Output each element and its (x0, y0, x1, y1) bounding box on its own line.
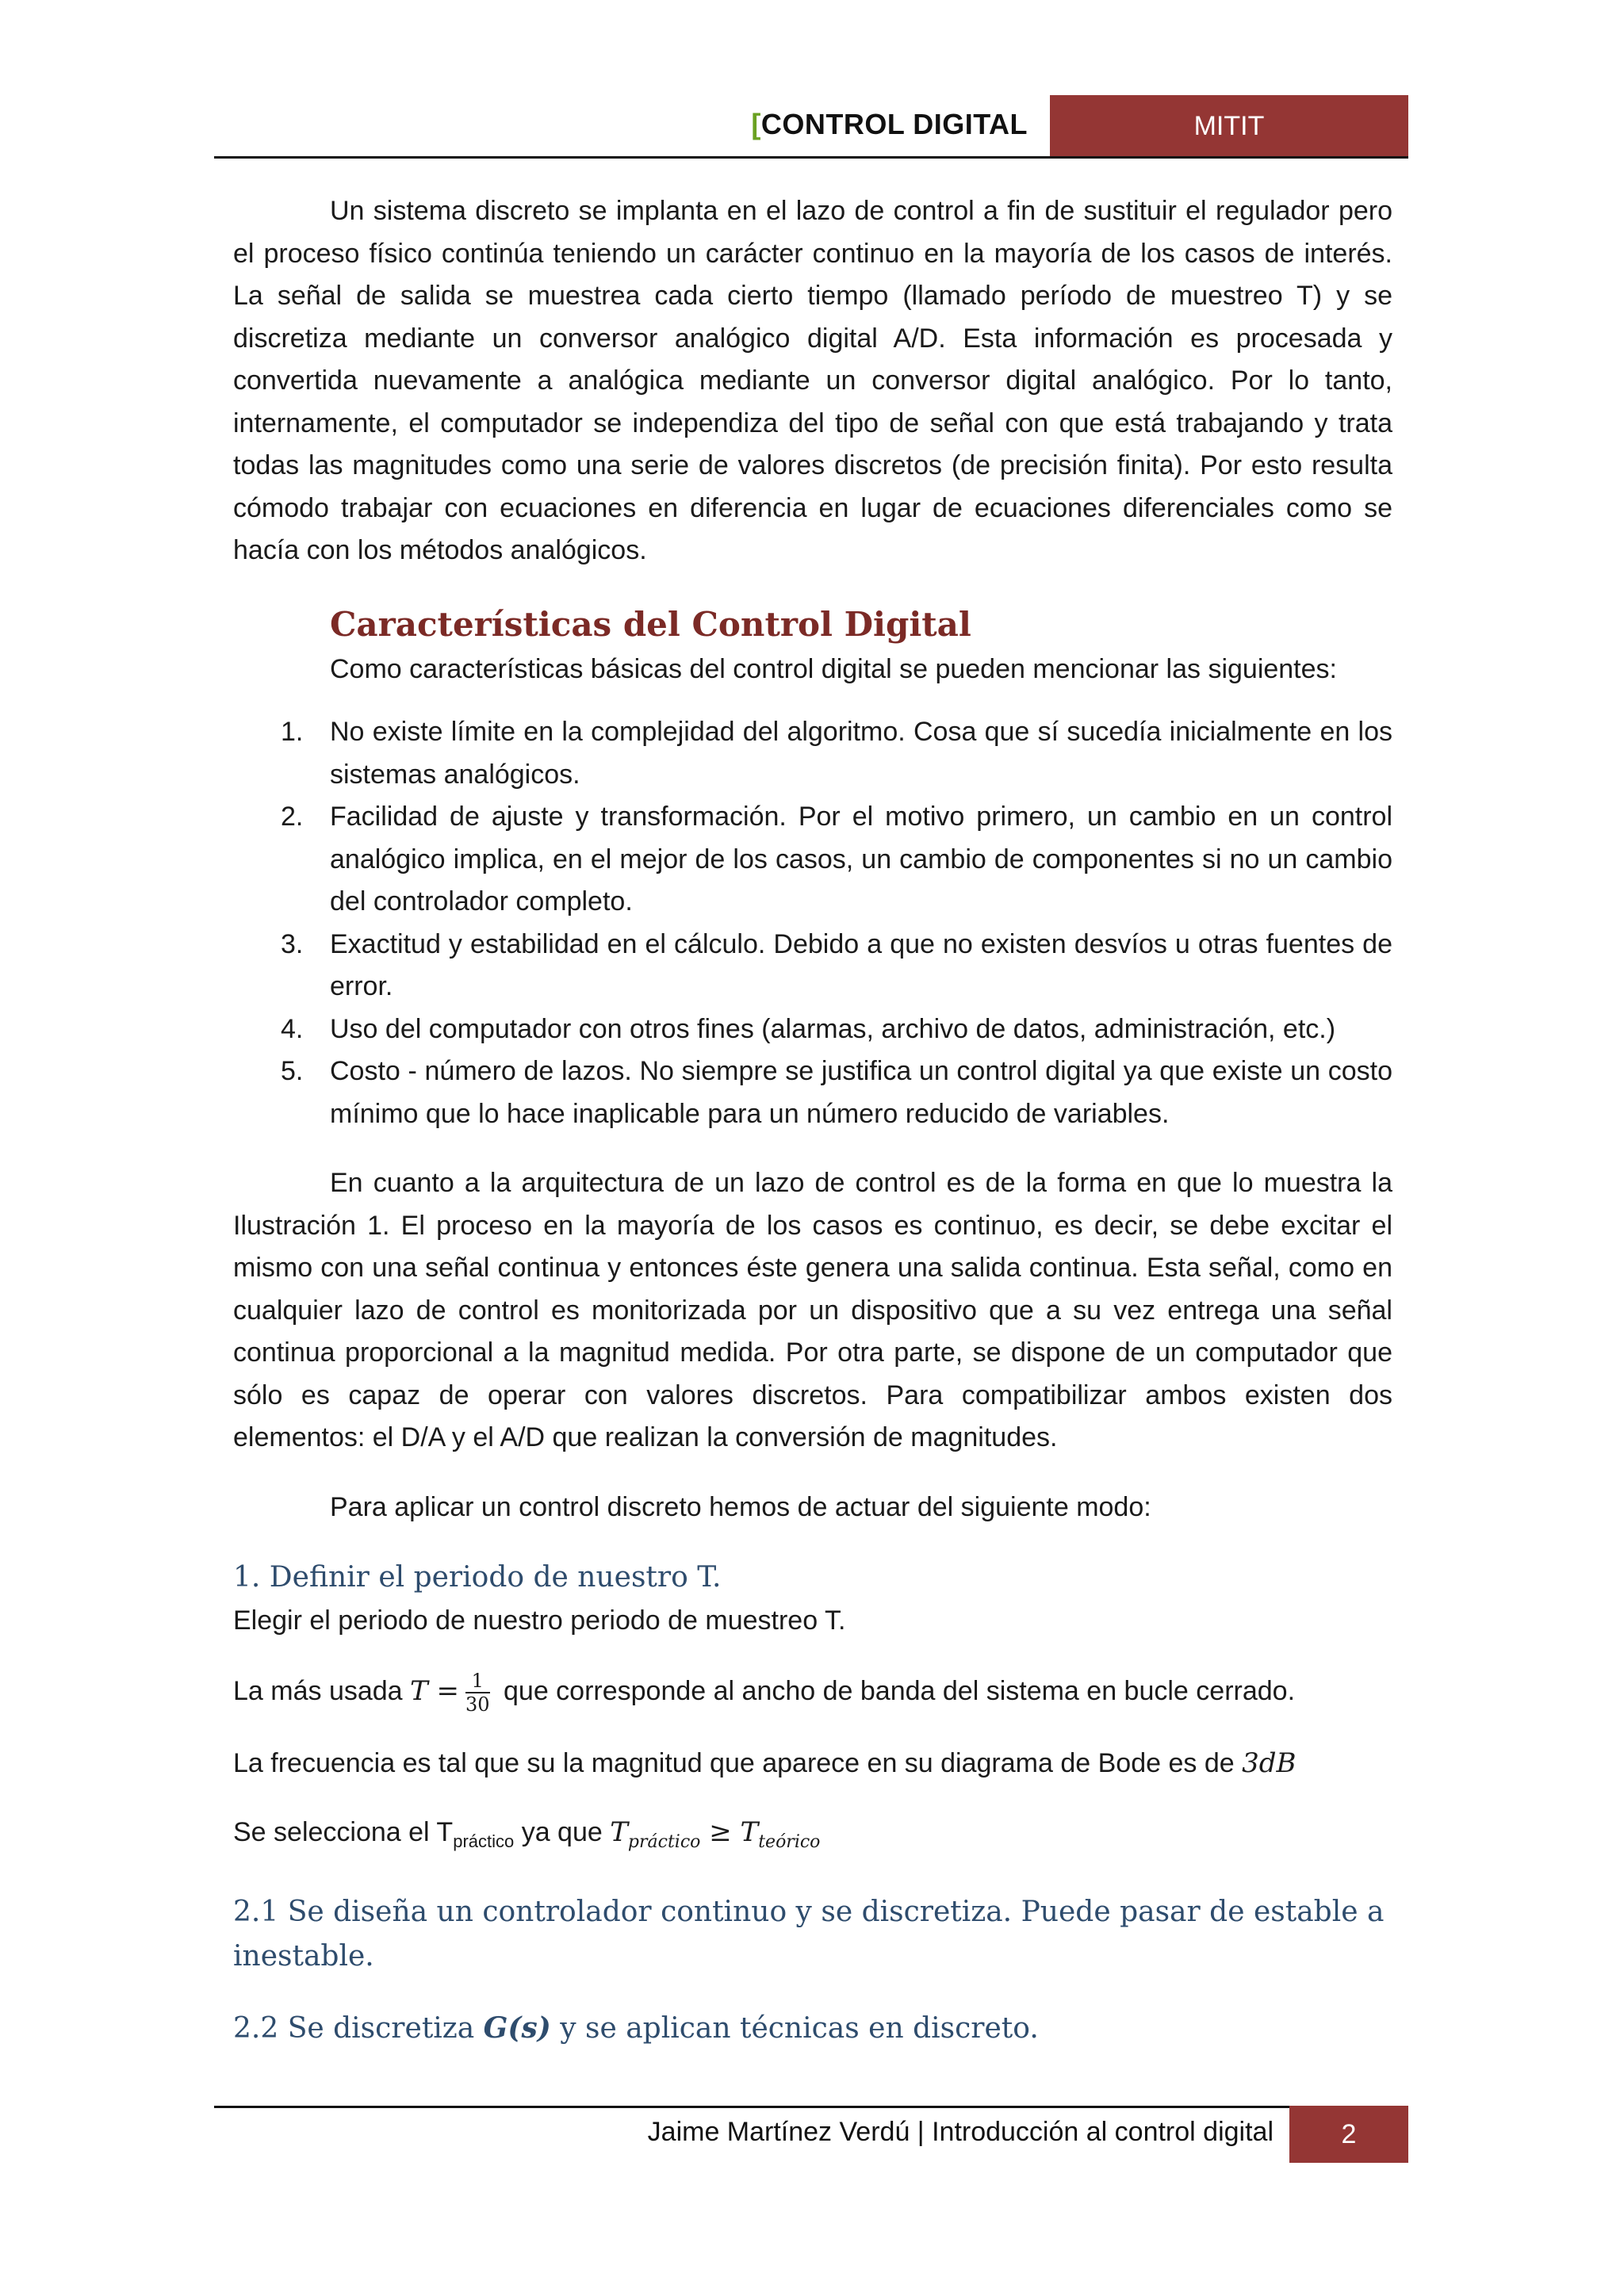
list-item-text: Facilidad de ajuste y transformación. Por el motivo primero, un cambio en un control analógico implica, en el mejor de los casos, un cambio de componentes si no un cambio del controlador completo. (330, 802, 1392, 916)
step1-title: 1. Definir el periodo de nuestro T. (233, 1561, 722, 1594)
intro-paragraph: Un sistema discreto se implanta en el lazo de control a fin de sustituir el regulador pero el proceso físico continúa teniendo un carácter continuo en la mayoría de los casos de interés. La señal de salida se muestrea cada cierto tiempo (llamado período de muestreo T) y se discretiza mediante un conversor analógico digital A/D. Esta información es procesada y convertida nuevamente a analógica mediante un conversor digital analógico. Por lo tanto, internamente, el computador se independiza del tipo de señal con que está trabajando y trata todas las magnitudes como una serie de valores discretos (de precisión finita). Por esto resulta cómodo trabajar con ecuaciones en diferencia en lugar de ecuaciones diferenciales como se hacía con los métodos analógicos. (233, 196, 1392, 565)
list-item-text: Costo - número de lazos. No siempre se justifica un control digital ya que existe un costo mínimo que lo hace inaplicable para un número reducido de variables. (330, 1056, 1392, 1129)
header-rule (214, 156, 1408, 159)
architecture-paragraph: En cuanto a la arquitectura de un lazo de control es de la forma en que lo muestra la Ilustración 1. El proceso en la mayoría de los casos es continuo, es decir, se debe excitar el mismo con una señal continua y entonces éste genera una salida continua. Esta señal, como en cualquier lazo de control es monitorizada por un dispositivo que a su vez entrega una señal continua proporcional a la magnitud medida. Por otra parte, se dispone de un computador que sólo es capaz de operar con valores discretos. Para compatibilizar ambos existen dos elementos: el D/A y el A/D que realizan la conversión de magnitudes. (233, 1168, 1392, 1452)
step1-line4 (233, 1812, 1392, 1863)
fraction-numerator: 1 (471, 1669, 484, 1692)
header-title-text: CONTROL DIGITAL (760, 108, 1028, 140)
section-title: Características del Control Digital (330, 604, 971, 644)
page-body (233, 190, 1392, 2051)
list-item-number: 3. (281, 928, 304, 959)
step1-line4-prefix: Se selecciona el T (233, 1817, 454, 1847)
t-teorico-sub: teórico (758, 1831, 821, 1852)
geq-symbol: ≥ (700, 1816, 741, 1848)
step1-line1: Elegir el periodo de nuestro periodo de muestreo T. (233, 1605, 846, 1636)
header-tag: MITIT (1050, 95, 1408, 157)
list-item-number: 5. (281, 1056, 304, 1086)
list-item (233, 711, 1392, 796)
page-number: 2 (1289, 2106, 1408, 2163)
step1-line2 (233, 1670, 1392, 1716)
step1-line4-mid: ya que (514, 1817, 611, 1847)
step1-line4-sub: práctico (453, 1831, 515, 1851)
list-item-number: 4. (281, 1013, 304, 1044)
t-practico-sub: práctico (627, 1831, 701, 1852)
step1-line2-suffix: que corresponde al ancho de banda del sistema en bucle cerrado. (496, 1675, 1296, 1706)
feature-list (233, 711, 1392, 1135)
page-footer (214, 2106, 1408, 2163)
list-item-text: No existe límite en la complejidad del algoritmo. Cosa que sí sucedía inicialmente en los sistemas analógicos. (330, 717, 1392, 790)
list-item-text: Exactitud y estabilidad en el cálculo. Debido a que no existen desvíos u otras fuentes de error. (330, 928, 1392, 1001)
list-item (233, 1008, 1392, 1051)
step22-suffix: y se aplican técnicas en discreto. (550, 2012, 1039, 2045)
t-practico: T (610, 1816, 628, 1848)
step22-title (233, 2006, 1392, 2051)
header-title (751, 108, 1028, 141)
page-header (214, 95, 1408, 157)
t-teorico: T (740, 1816, 759, 1848)
step1-line2-prefix: La más usada (233, 1675, 411, 1706)
transfer-function: G(s) (483, 2011, 551, 2045)
list-item (233, 924, 1392, 1008)
apply-paragraph: Para aplicar un control discreto hemos de actuar del siguiente modo: (330, 1491, 1151, 1522)
list-item (233, 1050, 1392, 1135)
list-item-text: Uso del computador con otros fines (alarmas, archivo de datos, administración, etc.) (330, 1013, 1336, 1044)
fraction (465, 1670, 490, 1716)
decibel-value: 3dB (1242, 1747, 1297, 1779)
list-item-number: 1. (281, 717, 304, 747)
section-lead: Como características básicas del control digital se pueden mencionar las siguientes: (330, 653, 1337, 684)
step21-title: 2.1 Se diseña un controlador continuo y se discretiza. Puede pasar de estable a inestable. (233, 1896, 1385, 1973)
step1-line3-prefix: La frecuencia es tal que su la magnitud que aparece en su diagrama de Bode es de (233, 1747, 1243, 1778)
footer-rule (214, 2106, 1408, 2108)
step22-prefix: 2.2 Se discretiza (233, 2012, 484, 2045)
footer-text: Jaime Martínez Verdú | Introducción al control digital (647, 2117, 1274, 2147)
period-symbol: T = (410, 1674, 460, 1707)
list-item-number: 2. (281, 802, 304, 832)
fraction-denominator: 30 (465, 1693, 490, 1716)
step1-line3 (233, 1743, 1392, 1785)
header-bracket: [ (751, 108, 761, 140)
list-item (233, 796, 1392, 924)
